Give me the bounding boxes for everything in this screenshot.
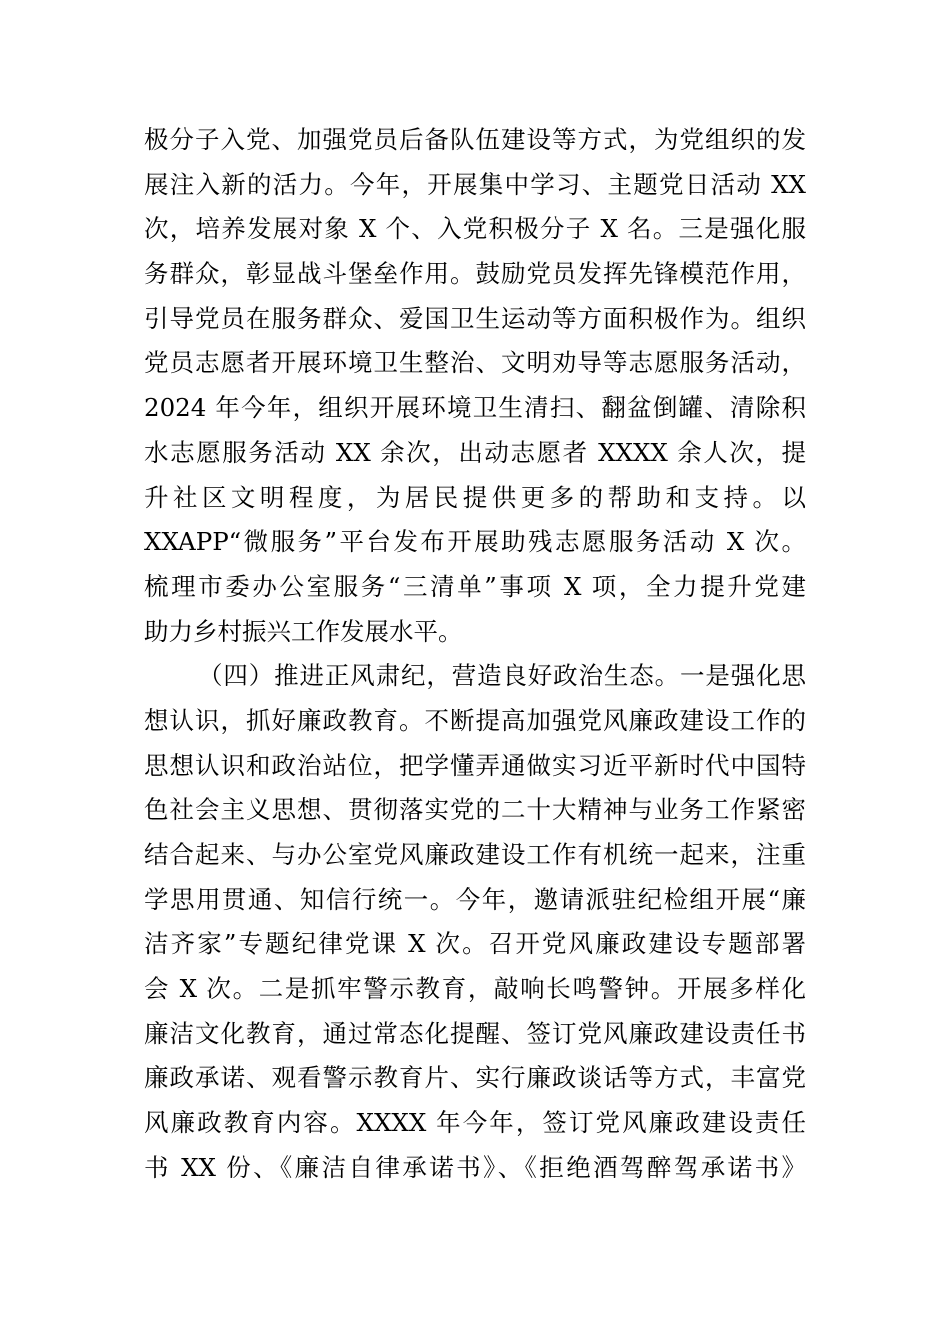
section-heading-line: （四）推进正风肃纪，营造良好政治生态。一是强化思 (198, 661, 806, 691)
text-line: 引导党员在服务群众、爱国卫生运动等方面积极作为。组织 (144, 303, 806, 333)
text-line: 2024 年今年，组织开展环境卫生清扫、翻盆倒罐、清除积 (144, 393, 806, 423)
paragraph-end-line: 助力乡村振兴工作发展水平。 (144, 616, 463, 646)
text-line: 务群众，彰显战斗堡垒作用。鼓励党员发挥先锋模范作用， (144, 259, 806, 289)
text-line: 思想认识和政治站位，把学懂弄通做实习近平新时代中国特 (144, 750, 806, 780)
text-line: 水志愿服务活动 XX 余次，出动志愿者 XXXX 余人次，提 (144, 437, 806, 467)
text-line: 色社会主义思想、贯彻落实党的二十大精神与业务工作紧密 (144, 795, 806, 825)
text-line: 风廉政教育内容。XXXX 年今年，签订党风廉政建设责任 (144, 1108, 806, 1138)
text-line: 展注入新的活力。今年，开展集中学习、主题党日活动 XX (144, 169, 806, 199)
text-line: 想认识，抓好廉政教育。不断提高加强党风廉政建设工作的 (144, 705, 806, 735)
text-line: 学思用贯通、知信行统一。今年，邀请派驻纪检组开展“廉 (144, 884, 806, 914)
text-line: 廉政承诺、观看警示教育片、实行廉政谈话等方式，丰富党 (144, 1063, 806, 1093)
text-line: 次，培养发展对象 X 个、入党积极分子 X 名。三是强化服 (144, 214, 806, 244)
text-line: 梳理市委办公室服务“三清单”事项 X 项，全力提升党建 (144, 571, 806, 601)
text-line: 会 X 次。二是抓牢警示教育，敲响长鸣警钟。开展多样化 (144, 974, 806, 1004)
text-line: XXAPP“微服务”平台发布开展助残志愿服务活动 X 次。 (144, 527, 806, 557)
text-line: 洁齐家”专题纪律党课 X 次。召开党风廉政建设专题部署 (144, 929, 806, 959)
text-line: 廉洁文化教育，通过常态化提醒、签订党风廉政建设责任书 (144, 1018, 806, 1048)
text-line: 结合起来、与办公室党风廉政建设工作有机统一起来，注重 (144, 840, 806, 869)
text-line: 书 XX 份、《廉洁自律承诺书》、《拒绝酒驾醉驾承诺书》 (144, 1152, 806, 1182)
text-line: 升社区文明程度，为居民提供更多的帮助和支持。以 (144, 482, 806, 512)
body-text (144, 118, 806, 1191)
text-line: 党员志愿者开展环境卫生整治、文明劝导等志愿服务活动， (144, 348, 806, 378)
text-line: 极分子入党、加强党员后备队伍建设等方式，为党组织的发 (144, 125, 806, 154)
